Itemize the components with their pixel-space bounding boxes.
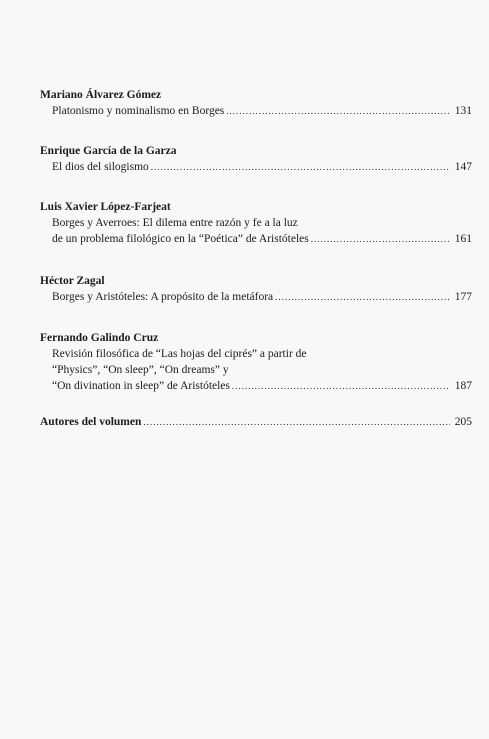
- closing-label: Autores del volumen: [40, 416, 142, 428]
- page-number: 147: [454, 161, 472, 173]
- page-number: 187: [454, 380, 472, 392]
- entry-title-line: [40, 231, 472, 247]
- entry-title: Borges y Aristóteles: A propósito de la metáfora: [52, 291, 274, 303]
- entry-title-line: [40, 378, 472, 394]
- entry-title-line: Revisión filosófica de “Las hojas del ciprés” a partir de: [52, 348, 307, 360]
- entry-author: Enrique García de la Garza: [40, 145, 177, 157]
- entry-author: Héctor Zagal: [40, 275, 105, 287]
- entry-title: Platonismo y nominalismo en Borges: [52, 105, 225, 117]
- toc-entry: [40, 414, 472, 430]
- dot-leader: [232, 378, 450, 394]
- page-number: 205: [454, 416, 472, 428]
- page-number: 177: [454, 291, 472, 303]
- toc-entry: [40, 87, 472, 119]
- dot-leader: [226, 103, 450, 119]
- entry-title-line: Borges y Averroes: El dilema entre razón y fe a la luz: [52, 217, 298, 229]
- closing-line: [40, 414, 472, 430]
- entry-title-line: “Physics”, “On sleep”, “On dreams” y: [52, 364, 229, 376]
- entry-title: “On divination in sleep” de Aristóteles: [52, 380, 230, 392]
- page-number: 131: [454, 105, 472, 117]
- page-number: 161: [454, 233, 472, 245]
- entry-title-line: [40, 159, 472, 175]
- entry-title-line: [40, 289, 472, 305]
- toc-entry: [40, 143, 472, 175]
- dot-leader: [275, 289, 450, 305]
- toc-entry: [40, 330, 472, 394]
- entry-author: Fernando Galindo Cruz: [40, 332, 159, 344]
- toc-entry: [40, 273, 472, 305]
- dot-leader: [143, 414, 450, 430]
- entry-author: Luis Xavier López-Farjeat: [40, 201, 171, 213]
- entry-title: de un problema filológico en la “Poética” de Aristóteles: [52, 233, 309, 245]
- toc-entry: [40, 199, 472, 247]
- dot-leader: [311, 231, 450, 247]
- entry-title-line: [40, 103, 472, 119]
- dot-leader: [151, 159, 450, 175]
- entry-author: Mariano Álvarez Gómez: [40, 89, 162, 101]
- entry-title: El dios del silogismo: [52, 161, 149, 173]
